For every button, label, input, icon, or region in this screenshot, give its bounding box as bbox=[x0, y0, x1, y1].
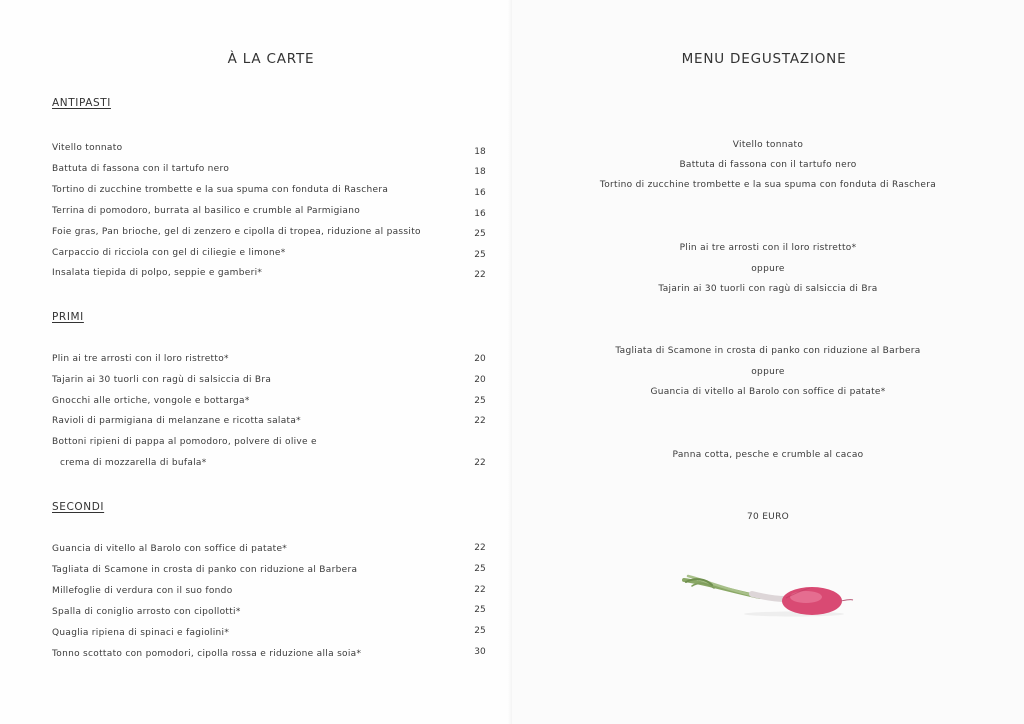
menu-item-dish: Spalla di coniglio arrosto con cipollotti* bbox=[52, 607, 241, 617]
menu-item-price: 22 bbox=[474, 270, 486, 280]
menu-item-dish: Tortino di zucchine trombette e la sua spuma con fonduta di Raschera bbox=[52, 185, 389, 195]
menu-item-dish: Quaglia ripiena di spinaci e fagiolini* bbox=[52, 628, 230, 638]
menu-item-price: 20 bbox=[474, 375, 486, 385]
menu-item-dish: Terrina di pomodoro, burrata al basilico e crumble al Parmigiano bbox=[52, 206, 361, 216]
menu-item-price: 22 bbox=[474, 416, 486, 426]
menu-item-dish: Battuta di fassona con il tartufo nero bbox=[52, 164, 230, 174]
tasting-course-line: Tagliata di Scamone in crosta di panko con riduzione al Barbera bbox=[615, 346, 921, 356]
menu-item-price: 25 bbox=[474, 605, 486, 615]
tasting-dessert-line: Panna cotta, pesche e crumble al cacao bbox=[672, 450, 864, 460]
page-title-a-la-carte: À LA CARTE bbox=[227, 51, 315, 67]
menu-item-price: 25 bbox=[474, 564, 486, 574]
menu-item-dish: Tonno scottato con pomodori, cipolla rossa e riduzione alla soia* bbox=[52, 649, 362, 659]
tasting-course-line: Plin ai tre arrosti con il loro ristretto* bbox=[679, 243, 857, 253]
menu-item-price: 30 bbox=[474, 647, 486, 657]
section-antipasti: ANTIPASTI bbox=[52, 97, 111, 109]
menu-item-price: 20 bbox=[474, 354, 486, 364]
menu-item-price: 16 bbox=[474, 209, 486, 219]
tasting-course-line: Vitello tonnato bbox=[732, 140, 804, 150]
tasting-course-line: Tajarin ai 30 tuorli con ragù di salsiccia di Bra bbox=[658, 284, 878, 294]
tasting-oppure: oppure bbox=[751, 367, 785, 377]
menu-item-price: 25 bbox=[474, 626, 486, 636]
menu-item-dish: Carpaccio di ricciola con gel di ciliegie e limone* bbox=[52, 248, 286, 258]
menu-item-dish: Vitello tonnato bbox=[52, 143, 123, 153]
menu-item-dish: Millefoglie di verdura con il suo fondo bbox=[52, 586, 233, 596]
menu-item-price: 16 bbox=[474, 188, 486, 198]
menu-item-dish: Guancia di vitello al Barolo con soffice di patate* bbox=[52, 544, 288, 554]
menu-item-price: 18 bbox=[474, 147, 486, 157]
menu-item-dish: Tajarin ai 30 tuorli con ragù di salsiccia di Bra bbox=[52, 375, 272, 385]
menu-item-price: 25 bbox=[474, 229, 486, 239]
tasting-course-line: Tortino di zucchine trombette e la sua spuma con fonduta di Raschera bbox=[599, 180, 937, 190]
menu-item-dish: Insalata tiepida di polpo, seppie e gamberi* bbox=[52, 268, 263, 278]
page-title-menu-degustazione: MENU DEGUSTAZIONE bbox=[681, 51, 847, 67]
tasting-menu-price: 70 EURO bbox=[746, 512, 790, 522]
menu-item-dish: Gnocchi alle ortiche, vongole e bottarga* bbox=[52, 396, 250, 406]
menu-item-dish: Bottoni ripieni di pappa al pomodoro, polvere di olive e bbox=[52, 437, 317, 447]
menu-item-price: 25 bbox=[474, 396, 486, 406]
menu-item-price: 22 bbox=[474, 543, 486, 553]
tasting-course-line: Guancia di vitello al Barolo con soffice di patate* bbox=[650, 387, 886, 397]
menu-item-dish: Tagliata di Scamone in crosta di panko con riduzione al Barbera bbox=[52, 565, 358, 575]
tasting-course-line: Battuta di fassona con il tartufo nero bbox=[679, 160, 857, 170]
menu-item-dish: Plin ai tre arrosti con il loro ristretto* bbox=[52, 354, 229, 364]
menu-item-price: 22 bbox=[474, 585, 486, 595]
menu-item-dish: Foie gras, Pan brioche, gel di zenzero e cipolla di tropea, riduzione al passito bbox=[52, 227, 421, 237]
radish-icon bbox=[682, 568, 854, 620]
section-secondi: SECONDI bbox=[52, 501, 105, 513]
menu-item-dish: Ravioli di parmigiana di melanzane e ricotta salata* bbox=[52, 416, 301, 426]
menu-item-price: 18 bbox=[474, 167, 486, 177]
menu-item-price: 25 bbox=[474, 250, 486, 260]
menu-item-dish-continued: crema di mozzarella di bufala* bbox=[60, 458, 207, 468]
menu-item-price: 22 bbox=[474, 458, 486, 468]
tasting-oppure: oppure bbox=[751, 264, 785, 274]
section-primi: PRIMI bbox=[52, 311, 84, 323]
